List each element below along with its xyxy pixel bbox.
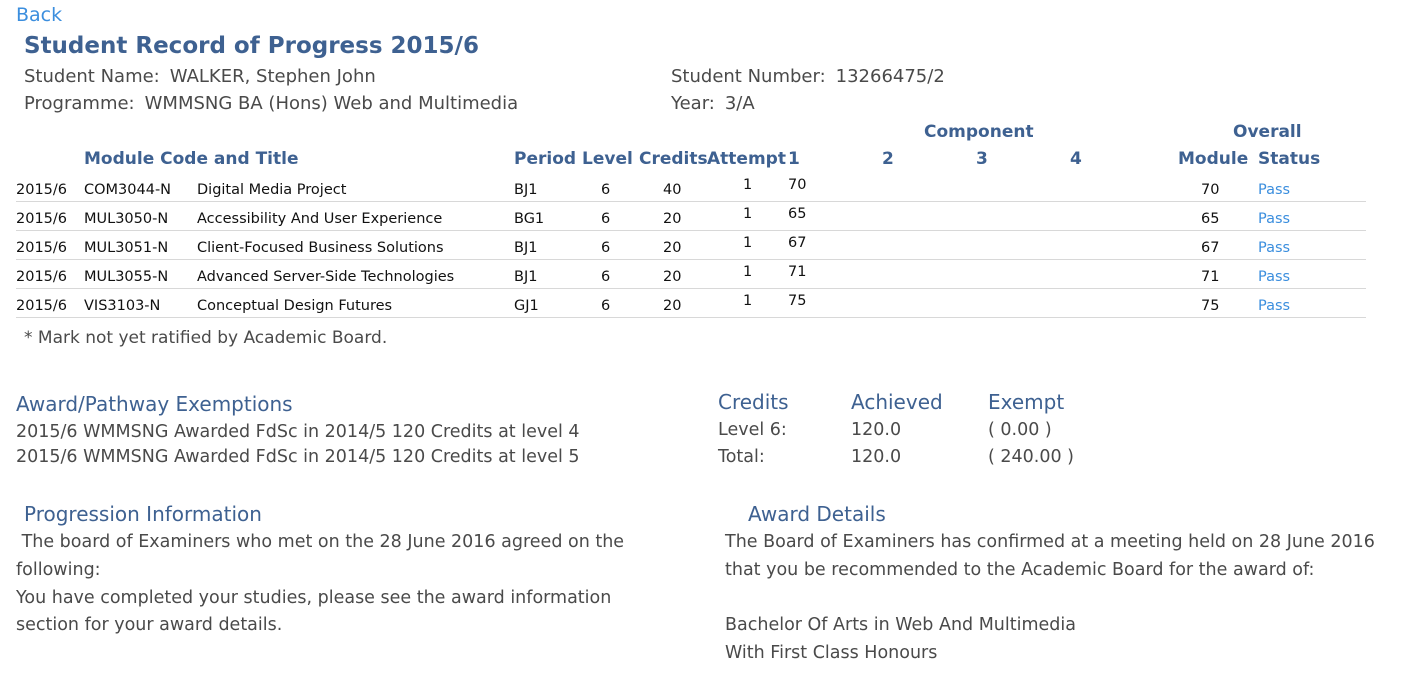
row-status-link[interactable]: Pass	[1258, 211, 1291, 227]
row-module-code: MUL3050-N	[84, 211, 169, 227]
student-number-value: 13266475/2	[835, 66, 945, 87]
col-header-credits: Credits	[639, 149, 708, 169]
row-credits: 20	[663, 269, 682, 285]
row-credits: 40	[663, 182, 682, 198]
row-year: 2015/6	[16, 269, 68, 285]
credits-row-label: Level 6:	[718, 420, 787, 440]
progression-text-line: The board of Examiners who met on the 28 June 2016 agreed on the	[16, 532, 625, 552]
award-name: Bachelor Of Arts in Web And Multimedia	[725, 615, 1076, 635]
progression-title: Progression Information	[24, 502, 262, 526]
back-link[interactable]: Back	[16, 4, 63, 26]
credits-row-label: Total:	[718, 447, 765, 467]
credits-row-exempt: ( 0.00 )	[988, 420, 1052, 440]
row-status-link[interactable]: Pass	[1258, 298, 1291, 314]
programme-field	[24, 93, 518, 114]
credits-row-achieved: 120.0	[851, 447, 902, 467]
row-module-mark: 70	[1201, 182, 1220, 198]
row-component-1: 71	[788, 264, 807, 280]
row-year: 2015/6	[16, 182, 68, 198]
year-field	[671, 93, 755, 114]
year-value: 3/A	[724, 93, 755, 114]
col-header-component-2: 2	[882, 149, 894, 169]
award-classification: With First Class Honours	[725, 643, 938, 663]
overall-group-header: Overall	[1233, 122, 1302, 142]
row-module-title: Conceptual Design Futures	[197, 298, 393, 314]
row-credits: 20	[663, 240, 682, 256]
row-module-code: COM3044-N	[84, 182, 172, 198]
row-module-mark: 75	[1201, 298, 1220, 314]
col-header-period: Period	[514, 149, 577, 169]
exempt-header: Exempt	[988, 390, 1065, 414]
row-level: 6	[601, 269, 611, 285]
credits-row-exempt: ( 240.00 )	[988, 447, 1075, 467]
col-header-component-1: 1	[788, 149, 800, 169]
award-text-line: The Board of Examiners has confirmed at a meeting held on 28 June 2016	[725, 532, 1375, 552]
row-module-mark: 67	[1201, 240, 1220, 256]
student-name-field	[24, 66, 376, 87]
programme-value: WMMSNG BA (Hons) Web and Multimedia	[144, 93, 519, 114]
row-module-title: Advanced Server-Side Technologies	[197, 269, 455, 285]
row-period: BJ1	[514, 240, 538, 256]
programme-label: Programme:	[24, 93, 135, 114]
row-component-1: 75	[788, 293, 807, 309]
row-status-link[interactable]: Pass	[1258, 269, 1291, 285]
student-name-value: WALKER, Stephen John	[169, 66, 376, 87]
col-header-level: Level	[582, 149, 633, 169]
row-divider	[16, 259, 1366, 260]
row-component-1: 70	[788, 177, 807, 193]
row-divider	[16, 288, 1366, 289]
row-period: BJ1	[514, 182, 538, 198]
row-status-link[interactable]: Pass	[1258, 182, 1291, 198]
achieved-header: Achieved	[851, 390, 943, 414]
year-label: Year:	[671, 93, 715, 114]
row-component-1: 65	[788, 206, 807, 222]
row-module-code: MUL3051-N	[84, 240, 169, 256]
row-module-title: Accessibility And User Experience	[197, 211, 443, 227]
row-divider	[16, 230, 1366, 231]
component-group-header: Component	[924, 122, 1034, 142]
student-number-label: Student Number:	[671, 66, 826, 87]
row-attempt: 1	[743, 235, 753, 251]
award-title: Award Details	[748, 502, 886, 526]
row-period: GJ1	[514, 298, 539, 314]
row-credits: 20	[663, 211, 682, 227]
row-status-link[interactable]: Pass	[1258, 240, 1291, 256]
progression-text-line: You have completed your studies, please see the award information	[16, 588, 612, 608]
col-header-component-4: 4	[1070, 149, 1082, 169]
col-header-module: Module Code and Title	[84, 149, 299, 169]
row-component-1: 67	[788, 235, 807, 251]
col-header-attempt: Attempt	[707, 149, 786, 169]
row-divider	[16, 201, 1366, 202]
row-attempt: 1	[743, 264, 753, 280]
row-period: BG1	[514, 211, 545, 227]
exemption-line: 2015/6 WMMSNG Awarded FdSc in 2014/5 120 Credits at level 4	[16, 422, 580, 442]
row-year: 2015/6	[16, 211, 68, 227]
row-module-title: Client-Focused Business Solutions	[197, 240, 444, 256]
row-module-title: Digital Media Project	[197, 182, 347, 198]
credits-row-achieved: 120.0	[851, 420, 902, 440]
row-year: 2015/6	[16, 240, 68, 256]
row-level: 6	[601, 211, 611, 227]
row-module-mark: 71	[1201, 269, 1220, 285]
row-level: 6	[601, 298, 611, 314]
page-title: Student Record of Progress 2015/6	[24, 33, 479, 59]
exemptions-title: Award/Pathway Exemptions	[16, 392, 293, 416]
row-year: 2015/6	[16, 298, 68, 314]
credits-header: Credits	[718, 390, 789, 414]
row-attempt: 1	[743, 293, 753, 309]
row-level: 6	[601, 182, 611, 198]
award-text-line: that you be recommended to the Academic Board for the award of:	[725, 560, 1315, 580]
row-module-code: VIS3103-N	[84, 298, 161, 314]
exemption-line: 2015/6 WMMSNG Awarded FdSc in 2014/5 120 Credits at level 5	[16, 447, 580, 467]
ratification-footnote: * Mark not yet ratified by Academic Board.	[24, 328, 388, 348]
row-module-code: MUL3055-N	[84, 269, 169, 285]
row-attempt: 1	[743, 206, 753, 222]
row-period: BJ1	[514, 269, 538, 285]
student-number-field	[671, 66, 945, 87]
progression-text-line: following:	[16, 560, 101, 580]
row-level: 6	[601, 240, 611, 256]
col-header-overall-module: Module	[1178, 149, 1249, 169]
row-divider	[16, 317, 1366, 318]
student-name-label: Student Name:	[24, 66, 160, 87]
col-header-component-3: 3	[976, 149, 988, 169]
row-module-mark: 65	[1201, 211, 1220, 227]
progression-text-line: section for your award details.	[16, 615, 283, 635]
row-attempt: 1	[743, 177, 753, 193]
col-header-status: Status	[1258, 149, 1321, 169]
row-credits: 20	[663, 298, 682, 314]
